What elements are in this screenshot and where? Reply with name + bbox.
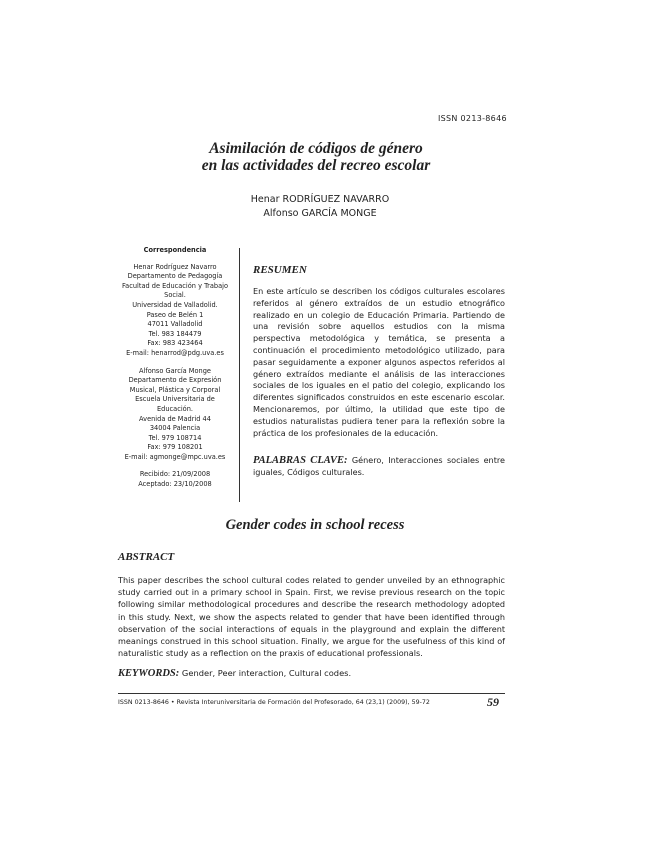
contact-line: Henar Rodríguez Navarro (133, 262, 217, 271)
article-title (140, 140, 492, 174)
contact-line: Facultad de Educación y Trabajo (122, 281, 228, 290)
contact-line: Tel. 979 108714 (148, 433, 202, 442)
contact-line: 34004 Palencia (149, 424, 201, 433)
keywords-label: KEYWORDS: (118, 668, 180, 679)
resumen-heading: RESUMEN (253, 264, 307, 276)
contact-line: Paseo de Belén 1 (146, 310, 204, 319)
column-divider (239, 248, 240, 502)
contact-line: Tel. 983 184479 (148, 329, 202, 338)
issn-number: ISSN 0213-8646 (438, 114, 507, 123)
keywords-text: Gender, Peer interaction, Cultural codes. (181, 668, 352, 678)
contact-line: 47011 Valladolid (147, 320, 203, 329)
author-2: Alfonso GARCÍA MONGE (263, 208, 377, 219)
contact-line: Fax: 979 108201 (147, 443, 203, 452)
abstract-heading: ABSTRACT (118, 551, 175, 563)
title-line-2: en las actividades del recreo escolar (201, 157, 431, 174)
palabras-clave-text: Género, Interacciones sociales entre iguales, Códigos culturales. (253, 455, 505, 477)
palabras-clave (253, 455, 505, 479)
contact-line: Departamento de Pedagogía (127, 272, 223, 281)
contact-block-1 (118, 263, 232, 359)
contact-line: Universidad de Valladolid. (132, 300, 218, 309)
contact-line: Alfonso García Monge (139, 366, 211, 375)
contact-line: Educación. (157, 404, 193, 413)
contact-line: Departamento de Expresión (128, 376, 222, 385)
correspondence-sidebar (118, 246, 232, 498)
title-line-1: Asimilación de códigos de género (209, 140, 423, 157)
footer-citation: ISSN 0213-8646 • Revista Interuniversitaria de Formación del Profesorado, 64 (23,1) (2009), 59-72 (118, 699, 430, 706)
contact-email: E-mail: henarrod@pdg.uva.es (126, 348, 224, 357)
palabras-clave-label: PALABRAS CLAVE: (253, 455, 348, 466)
contact-line: Avenida de Madrid 44 (139, 414, 211, 423)
received-date: Recibido: 21/09/2008 (139, 470, 211, 479)
keywords (118, 668, 505, 679)
footer-rule (118, 693, 505, 694)
contact-email: E-mail: agmonge@mpc.uva.es (124, 452, 226, 461)
dates-block (118, 470, 232, 489)
contact-line: Fax: 983 423464 (147, 339, 203, 348)
correspondence-heading: Correspondencia (143, 246, 207, 254)
contact-block-2 (118, 367, 232, 463)
contact-line: Musical, Plástica y Corporal (129, 385, 221, 394)
abstract-text: This paper describes the school cultural codes related to gender unveiled by an ethnographic study carried out in a primary school in Spain. First, we revise previous research on the topic following similar methodological procedures and describe the research methodology adopted in this study. Next, we show the aspects related to gender that have been identified through observation of the social interactions of equals in the playground and explain the different meanings construed in this school situation. Finally, we argue for the usefulness of this kind of naturalistic study as a reflection on the praxis of educational professionals. (118, 575, 505, 659)
author-1: Henar RODRÍGUEZ NAVARRO (250, 194, 390, 205)
page-number: 59 (487, 695, 499, 709)
resumen-text: En este artículo se describen los códigos culturales escolares referidos al género extraídos de un estudio etnográfico realizado en un colegio de Educación Primaria. Partiendo de una revisión sobre aquellos estudios con la misma perspectiva metodológica y temática, se presenta a continuación el procedimiento metodológico utilizado, para pasar seguidamente a exponer algunos aspectos referidos al género extraídos mediante el análisis de las interacciones sociales de los iguales en el patio del colegio, explicando los diferentes significados construidos en este escenario escolar. Mencionaremos, por último, la utilidad que este tipo de estudios naturalistas pudiera tener para la reflexión sobre la práctica de los profesionales de la educación. (253, 286, 505, 438)
author-list (150, 193, 490, 221)
contact-line: Escuela Universitaria de (135, 395, 215, 404)
accepted-date: Aceptado: 23/10/2008 (138, 480, 212, 489)
english-title: Gender codes in school recess (225, 517, 405, 533)
contact-line: Social. (164, 291, 186, 300)
